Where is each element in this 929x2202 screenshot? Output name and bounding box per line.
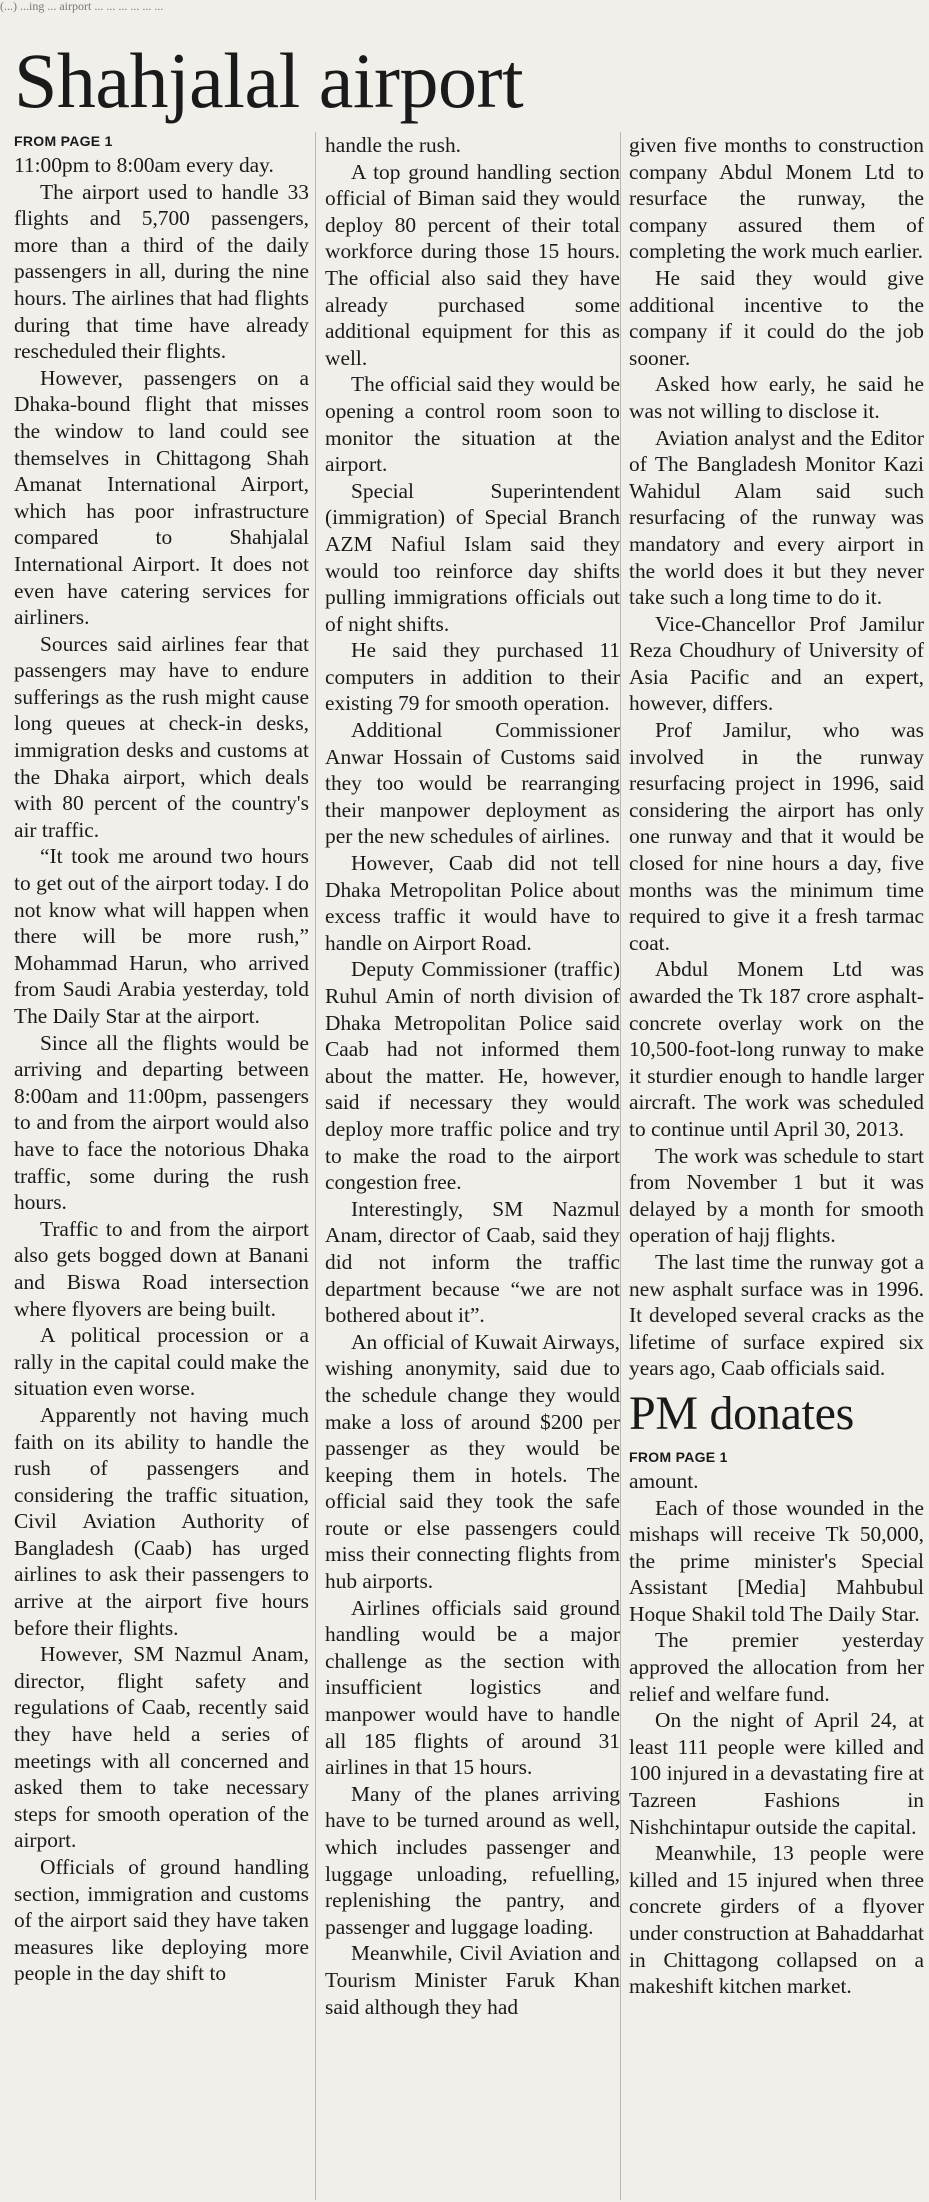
paragraph: Since all the flights would be arriving and departing between 8:00am and 11:00pm, passengers to and from the airport would also have to face the notorious Dhaka traffic, some during the rush hours. bbox=[14, 1030, 309, 1215]
paragraph: A top ground handling section official of Biman said they would deploy 80 percent of their total workforce during those 15 hours. The official also said they have already purchased some additional equipment for this as well. bbox=[325, 159, 620, 370]
paragraph: Asked how early, he said he was not willing to disclose it. bbox=[629, 372, 924, 423]
column-divider bbox=[620, 132, 621, 2200]
paragraph: Special Superintendent (immigration) of Special Branch AZM Nafiul Islam said they would too reinforce day shifts pulling immigrations officials out of night shifts. bbox=[325, 478, 620, 636]
column-divider bbox=[315, 132, 316, 2200]
paragraph: Meanwhile, Civil Aviation and Tourism Minister Faruk Khan said although they had bbox=[325, 1941, 620, 2019]
paragraph: Vice-Chancellor Prof Jamilur Reza Choudhury of University of Asia Pacific and an expert, however, differs. bbox=[629, 611, 924, 716]
paragraph: Meanwhile, 13 people were killed and 15 injured when three concrete girders of a flyover under construction at Bahaddarhat in Chittagong collapsed on a makeshift kitchen market. bbox=[629, 1841, 924, 1999]
paragraph: Interestingly, SM Nazmul Anam, director of Caab, said they did not inform the traffic department because “we are not bothered about it”. bbox=[325, 1196, 620, 1328]
article-column-2 bbox=[325, 132, 620, 2200]
paragraph: Each of those wounded in the mishaps will receive Tk 50,000, the prime minister's Special Assistant [Media] Mahbubul Hoque Shakil told The Daily Star. bbox=[629, 1495, 924, 1626]
paragraph: On the night of April 24, at least 111 people were killed and 100 injured in a devastating fire at Tazreen Fashions in Nishchintapur outside the capital. bbox=[629, 1708, 924, 1839]
paragraph: Airlines officials said ground handling would be a major challenge as the section with insufficient logistics and manpower would have to handle all 185 flights of around 31 airlines in that 15 hours. bbox=[325, 1595, 620, 1780]
paragraph: amount. bbox=[629, 1468, 699, 1493]
paragraph: given five months to construction company Abdul Monem Ltd to resurface the runway, the company assured them of completing the work much earlier. bbox=[629, 133, 924, 264]
paragraph: The official said they would be opening a control room soon to monitor the situation at the airport. bbox=[325, 372, 620, 477]
paragraph: However, SM Nazmul Anam, director, flight safety and regulations of Caab, recently said they have held a series of meetings with all concerned and asked them to take necessary steps for smooth operation of the airport. bbox=[14, 1642, 309, 1853]
paragraph: Prof Jamilur, who was involved in the runway resurfacing project in 1996, said considering the airport has only one runway and that it would be closed for nine hours a day, five months was the minimum time required to give it a fresh tarmac coat. bbox=[629, 718, 924, 955]
headline-pm-donates: PM donates bbox=[629, 1386, 855, 1440]
headline-shahjalal-airport: Shahjalal airport bbox=[14, 37, 524, 124]
paragraph: Many of the planes arriving have to be turned around as well, which includes passenger and luggage unloading, refuelling, replenishing the pantry, and passenger and luggage loading. bbox=[325, 1781, 620, 1939]
paragraph: 11:00pm to 8:00am every day. bbox=[14, 153, 274, 177]
top-strip: (...) ...ing ... airport ... ... ... ... ... ... bbox=[0, 0, 164, 13]
paragraph: handle the rush. bbox=[325, 133, 462, 157]
paragraph: However, Caab did not tell Dhaka Metropolitan Police about excess traffic it would have to handle on Airport Road. bbox=[325, 851, 620, 955]
paragraph: Deputy Commissioner (traffic) Ruhul Amin of north division of Dhaka Metropolitan Police said Caab had not informed them about the matter. He, however, said if necessary they would deploy more traffic police and try to make the road to the airport congestion free. bbox=[325, 957, 620, 1195]
paragraph: The last time the runway got a new asphalt surface was in 1996. It developed several cracks as the lifetime of surface expired six years ago, Caab officials said. bbox=[629, 1249, 924, 1381]
paragraph: He said they purchased 11 computers in addition to their existing 79 for smooth operation. bbox=[325, 638, 620, 716]
paragraph: The work was schedule to start from November 1 but it was delayed by a month for smooth operation of hajj flights. bbox=[629, 1143, 924, 1248]
paragraph: Apparently not having much faith on its ability to handle the rush of passengers and considering the traffic situation, Civil Aviation Authority of Bangladesh (Caab) has urged airlines to ask their passengers to arrive at the airport five hours before their flights. bbox=[14, 1402, 309, 1640]
paragraph: However, passengers on a Dhaka-bound flight that misses the window to land could see themselves in Chittagong Shah Amanat International Airport, which has poor infrastructure compared to Shahjalal International Airport. It does not even have catering services for airliners. bbox=[14, 365, 309, 630]
paragraph: Additional Commissioner Anwar Hossain of Customs said they too would be rearranging their manpower deployment as per the new schedules of airlines. bbox=[325, 718, 620, 849]
from-page-kicker: FROM PAGE 1 bbox=[14, 133, 113, 149]
paragraph: He said they would give additional incentive to the company if it could do the job sooner. bbox=[629, 265, 924, 370]
paragraph: Officials of ground handling section, immigration and customs of the airport said they have taken measures like deploying more people in the day shift to bbox=[14, 1855, 309, 1986]
paragraph: The premier yesterday approved the allocation from her relief and welfare fund. bbox=[629, 1628, 924, 1706]
paragraph: Sources said airlines fear that passengers may have to endure sufferings as the rush might cause long queues at check-in desks, immigration desks and customs at the Dhaka airport, which deals with 80 percent of the country's air traffic. bbox=[14, 631, 309, 842]
paragraph: Traffic to and from the airport also gets bogged down at Banani and Biswa Road intersection where flyovers are being built. bbox=[14, 1216, 309, 1321]
paragraph: An official of Kuwait Airways, wishing anonymity, said due to the schedule change they would make a loss of around $200 per passenger as they would be keeping them in hotels. The official said they took the safe route or else passengers could miss their connecting flights from hub airports. bbox=[325, 1329, 620, 1594]
article-column-3 bbox=[629, 132, 924, 2200]
paragraph: A political procession or a rally in the capital could make the situation even worse. bbox=[14, 1323, 309, 1401]
paragraph: Abdul Monem Ltd was awarded the Tk 187 crore asphalt-concrete overlay work on the 10,500-foot-long runway to make it sturdier enough to handle larger aircraft. The work was scheduled to continue until April 30, 2013. bbox=[629, 957, 924, 1141]
article-column-1 bbox=[14, 132, 309, 2200]
paragraph: The airport used to handle 33 flights and 5,700 passengers, more than a third of the daily passengers in all, during the nine hours. The airlines that had flights during that time have already rescheduled their flights. bbox=[14, 179, 309, 364]
paragraph: Aviation analyst and the Editor of The Bangladesh Monitor Kazi Wahidul Alam said such resurfacing of the runway was mandatory and every airport in the world does it but they never take such a long time to do it. bbox=[629, 425, 924, 610]
pm-from-page-kicker: FROM PAGE 1 bbox=[629, 1448, 728, 1465]
paragraph: “It took me around two hours to get out of the airport today. I do not know what will happen when there will be more rush,” Mohammad Harun, who arrived from Saudi Arabia yesterday, told The Daily Star at the airport. bbox=[14, 844, 309, 1028]
